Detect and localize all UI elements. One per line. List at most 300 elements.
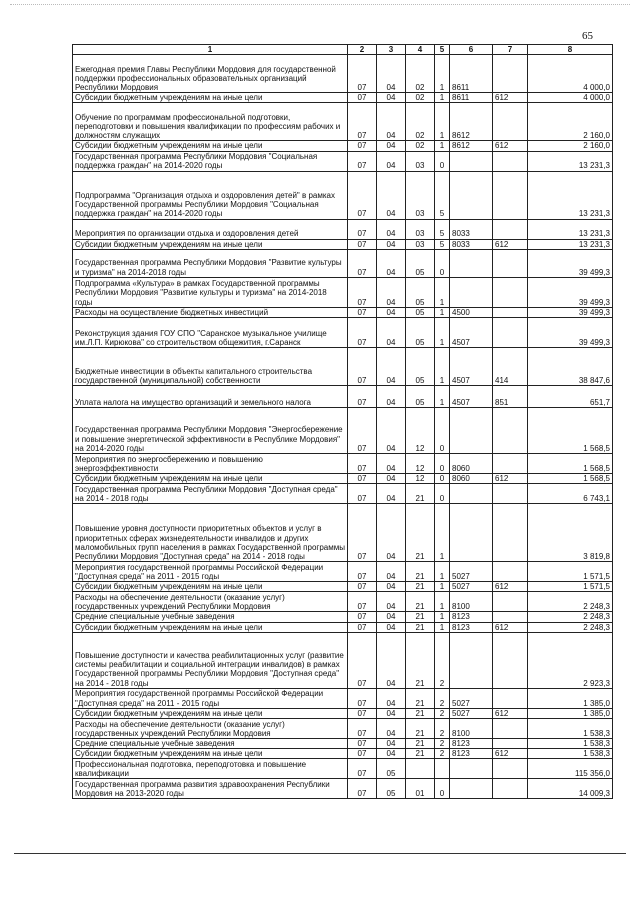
- row-target-code: 8612: [450, 103, 493, 141]
- row-section: 07: [348, 474, 377, 484]
- row-subprogram: 1: [435, 562, 450, 582]
- row-name: Субсидии бюджетным учреждениям на иные цели: [73, 708, 348, 718]
- row-subprogram: [435, 759, 450, 779]
- row-name: Мероприятия по организации отдыха и оздоровления детей: [73, 219, 348, 239]
- table-row: [73, 504, 613, 562]
- row-expense-type: [493, 592, 528, 612]
- row-subsection: 04: [377, 103, 406, 141]
- row-program: 21: [406, 719, 435, 739]
- table-row: [73, 239, 613, 249]
- table-row: [73, 484, 613, 504]
- row-section: 07: [348, 592, 377, 612]
- row-subprogram: 1: [435, 612, 450, 622]
- table-row: [73, 277, 613, 307]
- row-program: 21: [406, 592, 435, 612]
- table-row: [73, 749, 613, 759]
- row-subsection: 04: [377, 408, 406, 454]
- row-subsection: 05: [377, 779, 406, 799]
- row-subprogram: 0: [435, 454, 450, 474]
- row-section: 07: [348, 408, 377, 454]
- row-name: Расходы на осуществление бюджетных инвестиций: [73, 307, 348, 317]
- row-target-code: 8612: [450, 141, 493, 151]
- row-name: Субсидии бюджетным учреждениям на иные цели: [73, 622, 348, 632]
- row-program: 21: [406, 632, 435, 688]
- row-expense-type: 612: [493, 93, 528, 103]
- header-col-6: 6: [450, 45, 493, 55]
- row-subsection: 04: [377, 504, 406, 562]
- row-name: Субсидии бюджетным учреждениям на иные цели: [73, 582, 348, 592]
- row-subsection: 04: [377, 484, 406, 504]
- row-section: 07: [348, 708, 377, 718]
- row-expense-type: [493, 504, 528, 562]
- row-expense-type: [493, 739, 528, 749]
- table-row: [73, 708, 613, 718]
- row-amount: 13 231,3: [528, 171, 613, 219]
- scan-edge-marks: [10, 4, 630, 11]
- row-subprogram: 2: [435, 708, 450, 718]
- row-expense-type: [493, 171, 528, 219]
- row-name: Субсидии бюджетным учреждениям на иные цели: [73, 474, 348, 484]
- row-section: 07: [348, 719, 377, 739]
- row-section: 07: [348, 277, 377, 307]
- table-row: [73, 612, 613, 622]
- row-amount: 4 000,0: [528, 93, 613, 103]
- table-body: [73, 55, 613, 799]
- row-target-code: 8611: [450, 55, 493, 93]
- row-section: 07: [348, 219, 377, 239]
- row-section: 07: [348, 688, 377, 708]
- row-subsection: 04: [377, 688, 406, 708]
- row-program: 12: [406, 408, 435, 454]
- row-section: 07: [348, 622, 377, 632]
- row-section: 07: [348, 103, 377, 141]
- row-expense-type: 612: [493, 708, 528, 718]
- row-subsection: 04: [377, 348, 406, 386]
- row-section: 07: [348, 739, 377, 749]
- row-amount: 13 231,3: [528, 219, 613, 239]
- row-subprogram: 1: [435, 592, 450, 612]
- row-subsection: 04: [377, 277, 406, 307]
- row-target-code: [450, 484, 493, 504]
- row-expense-type: [493, 454, 528, 474]
- header-col-1: 1: [73, 45, 348, 55]
- row-expense-type: [493, 779, 528, 799]
- table-row: [73, 249, 613, 277]
- row-subsection: 04: [377, 632, 406, 688]
- header-col-7: 7: [493, 45, 528, 55]
- row-name: Государственная программа Республики Мордовия "Энергосбережение и повышение энергетической эффективности в Республике Мордовия" на 2014-2020 годы: [73, 408, 348, 454]
- row-program: 01: [406, 779, 435, 799]
- row-program: 03: [406, 171, 435, 219]
- row-section: 07: [348, 612, 377, 622]
- row-name: Уплата налога на имущество организаций и земельного налога: [73, 386, 348, 408]
- row-name: Субсидии бюджетным учреждениям на иные цели: [73, 141, 348, 151]
- row-subprogram: 2: [435, 749, 450, 759]
- row-name: Мероприятия государственной программы Российской Федерации "Доступная среда" на 2011 - 2015 годы: [73, 688, 348, 708]
- row-program: 05: [406, 348, 435, 386]
- row-target-code: 4507: [450, 348, 493, 386]
- row-subprogram: 5: [435, 171, 450, 219]
- row-amount: 651,7: [528, 386, 613, 408]
- row-subprogram: 2: [435, 688, 450, 708]
- row-subprogram: 0: [435, 474, 450, 484]
- row-expense-type: [493, 55, 528, 93]
- row-name: Бюджетные инвестиции в объекты капитального строительства государственной (муниципальной) собственности: [73, 348, 348, 386]
- row-section: 07: [348, 749, 377, 759]
- row-subprogram: 1: [435, 622, 450, 632]
- header-col-5: 5: [435, 45, 450, 55]
- row-name: Повышение уровня доступности приоритетных объектов и услуг в приоритетных сферах жизнедеятельности инвалидов и других маломобильных групп населения в рамках Государственной программы Республики Мордовия "Доступная среда" на 2014 - 2018 годы: [73, 504, 348, 562]
- table-row: [73, 632, 613, 688]
- row-program: 05: [406, 249, 435, 277]
- row-name: Мероприятия государственной программы Российской Федерации "Доступная среда" на 2011 - 2015 годы: [73, 562, 348, 582]
- row-expense-type: [493, 632, 528, 688]
- row-target-code: 5027: [450, 708, 493, 718]
- table-row: [73, 408, 613, 454]
- row-name: Субсидии бюджетным учреждениям на иные цели: [73, 749, 348, 759]
- row-program: 02: [406, 141, 435, 151]
- row-subprogram: 1: [435, 141, 450, 151]
- row-target-code: 5027: [450, 562, 493, 582]
- row-program: 02: [406, 55, 435, 93]
- row-name: Подпрограмма «Культура» в рамках Государственной программы Республики Мордовия "Развитие культуры и туризма" на 2014-2018 годы: [73, 277, 348, 307]
- row-amount: 39 499,3: [528, 277, 613, 307]
- row-program: 21: [406, 749, 435, 759]
- table-row: [73, 592, 613, 612]
- row-expense-type: 612: [493, 749, 528, 759]
- row-expense-type: 612: [493, 582, 528, 592]
- row-subprogram: 0: [435, 484, 450, 504]
- row-target-code: 8100: [450, 719, 493, 739]
- row-amount: 1 568,5: [528, 454, 613, 474]
- page-number: 65: [582, 30, 593, 42]
- row-amount: 1 538,3: [528, 739, 613, 749]
- row-subsection: 04: [377, 249, 406, 277]
- row-section: 07: [348, 141, 377, 151]
- row-target-code: 8033: [450, 219, 493, 239]
- row-amount: 6 743,1: [528, 484, 613, 504]
- row-amount: 2 160,0: [528, 141, 613, 151]
- row-name: Субсидии бюджетным учреждениям на иные цели: [73, 93, 348, 103]
- row-target-code: 8123: [450, 622, 493, 632]
- table-row: [73, 151, 613, 171]
- row-program: 03: [406, 239, 435, 249]
- row-section: 07: [348, 454, 377, 474]
- row-name: Государственная программа Республики Мордовия "Доступная среда" на 2014 - 2018 годы: [73, 484, 348, 504]
- row-subsection: 04: [377, 749, 406, 759]
- row-expense-type: 612: [493, 141, 528, 151]
- row-subprogram: 1: [435, 504, 450, 562]
- row-target-code: [450, 632, 493, 688]
- row-program: 05: [406, 318, 435, 348]
- table-row: [73, 688, 613, 708]
- row-amount: 39 499,3: [528, 249, 613, 277]
- row-section: 07: [348, 759, 377, 779]
- budget-table: [72, 44, 613, 799]
- row-name: Реконструкция здания ГОУ СПО "Саранское музыкальное училище им.Л.П. Кирюкова" со строительством общежития, г.Саранск: [73, 318, 348, 348]
- row-program: 02: [406, 103, 435, 141]
- row-target-code: 5027: [450, 582, 493, 592]
- row-subprogram: 0: [435, 779, 450, 799]
- row-section: 07: [348, 504, 377, 562]
- row-expense-type: [493, 249, 528, 277]
- header-col-4: 4: [406, 45, 435, 55]
- header-col-8: 8: [528, 45, 613, 55]
- row-subsection: 05: [377, 759, 406, 779]
- row-target-code: [450, 171, 493, 219]
- row-subprogram: 2: [435, 632, 450, 688]
- row-subsection: 04: [377, 318, 406, 348]
- row-subprogram: 1: [435, 277, 450, 307]
- row-program: 21: [406, 688, 435, 708]
- table-row: [73, 348, 613, 386]
- row-program: 21: [406, 739, 435, 749]
- row-program: 21: [406, 504, 435, 562]
- row-subsection: 04: [377, 562, 406, 582]
- row-amount: 1 568,5: [528, 408, 613, 454]
- row-amount: 1 385,0: [528, 688, 613, 708]
- row-name: Государственная программа развития здравоохранения Республики Мордовия на 2013-2020 годы: [73, 779, 348, 799]
- table-row: [73, 454, 613, 474]
- table-row: [73, 739, 613, 749]
- row-subsection: 04: [377, 592, 406, 612]
- row-subprogram: 1: [435, 348, 450, 386]
- row-target-code: 4500: [450, 307, 493, 317]
- row-expense-type: [493, 151, 528, 171]
- row-name: Мероприятия по энергосбережению и повышению энергоэффективности: [73, 454, 348, 474]
- row-amount: 1 571,5: [528, 582, 613, 592]
- row-section: 07: [348, 151, 377, 171]
- row-expense-type: 414: [493, 348, 528, 386]
- row-subsection: 04: [377, 93, 406, 103]
- row-amount: 4 000,0: [528, 55, 613, 93]
- row-target-code: 4507: [450, 386, 493, 408]
- row-name: Подпрограмма "Организация отдыха и оздоровления детей" в рамках Государственной программы Республики Мордовия "Социальная поддержка граждан" на 2014-2020 годы: [73, 171, 348, 219]
- row-program: [406, 759, 435, 779]
- row-target-code: 8123: [450, 749, 493, 759]
- table-row: [73, 582, 613, 592]
- row-target-code: 8033: [450, 239, 493, 249]
- row-target-code: 8123: [450, 612, 493, 622]
- row-expense-type: [493, 219, 528, 239]
- row-section: 07: [348, 562, 377, 582]
- table-row: [73, 307, 613, 317]
- row-subprogram: 2: [435, 719, 450, 739]
- row-target-code: 8611: [450, 93, 493, 103]
- row-name: Ежегодная премия Главы Республики Мордовия для государственной поддержки профессиональных образовательных организаций Республики Мордовия: [73, 55, 348, 93]
- row-section: 07: [348, 249, 377, 277]
- row-amount: 13 231,3: [528, 151, 613, 171]
- row-program: 21: [406, 708, 435, 718]
- row-section: 07: [348, 239, 377, 249]
- row-target-code: [450, 759, 493, 779]
- row-expense-type: [493, 612, 528, 622]
- table-row: [73, 719, 613, 739]
- row-amount: 14 009,3: [528, 779, 613, 799]
- row-amount: 1 571,5: [528, 562, 613, 582]
- row-expense-type: [493, 688, 528, 708]
- row-expense-type: [493, 562, 528, 582]
- row-name: Субсидии бюджетным учреждениям на иные цели: [73, 239, 348, 249]
- row-amount: 39 499,3: [528, 318, 613, 348]
- row-subprogram: 1: [435, 93, 450, 103]
- row-program: 05: [406, 277, 435, 307]
- row-expense-type: 612: [493, 474, 528, 484]
- row-target-code: [450, 151, 493, 171]
- row-section: 07: [348, 318, 377, 348]
- row-expense-type: 612: [493, 239, 528, 249]
- row-section: 07: [348, 582, 377, 592]
- row-subsection: 04: [377, 141, 406, 151]
- row-program: 21: [406, 484, 435, 504]
- row-section: 07: [348, 779, 377, 799]
- row-amount: 2 923,3: [528, 632, 613, 688]
- row-expense-type: [493, 484, 528, 504]
- row-subsection: 04: [377, 622, 406, 632]
- row-subprogram: 1: [435, 582, 450, 592]
- table-row: [73, 318, 613, 348]
- row-target-code: 8100: [450, 592, 493, 612]
- row-subprogram: 5: [435, 219, 450, 239]
- row-section: 07: [348, 55, 377, 93]
- row-subsection: 04: [377, 719, 406, 739]
- row-target-code: 8060: [450, 474, 493, 484]
- row-subsection: 04: [377, 307, 406, 317]
- row-section: 07: [348, 348, 377, 386]
- row-amount: 2 248,3: [528, 612, 613, 622]
- row-subsection: 04: [377, 151, 406, 171]
- row-section: 07: [348, 484, 377, 504]
- table-row: [73, 474, 613, 484]
- row-program: 21: [406, 622, 435, 632]
- row-program: 02: [406, 93, 435, 103]
- table-row: [73, 562, 613, 582]
- row-amount: 3 819,8: [528, 504, 613, 562]
- row-target-code: 8123: [450, 739, 493, 749]
- table-row: [73, 93, 613, 103]
- row-name: Профессиональная подготовка, переподготовка и повышение квалификации: [73, 759, 348, 779]
- row-name: Расходы на обеспечение деятельности (оказание услуг) государственных учреждений Республики Мордовия: [73, 719, 348, 739]
- row-subsection: 04: [377, 55, 406, 93]
- row-program: 03: [406, 151, 435, 171]
- row-subprogram: 0: [435, 151, 450, 171]
- header-col-3: 3: [377, 45, 406, 55]
- table-row: [73, 219, 613, 239]
- row-subsection: 04: [377, 474, 406, 484]
- row-amount: 13 231,3: [528, 239, 613, 249]
- row-section: 07: [348, 171, 377, 219]
- row-subsection: 04: [377, 739, 406, 749]
- row-amount: 2 248,3: [528, 622, 613, 632]
- table-row: [73, 55, 613, 93]
- row-name: Расходы на обеспечение деятельности (оказание услуг) государственных учреждений Республики Мордовия: [73, 592, 348, 612]
- table-row: [73, 171, 613, 219]
- row-program: 21: [406, 582, 435, 592]
- row-subprogram: 1: [435, 55, 450, 93]
- header-col-2: 2: [348, 45, 377, 55]
- table-row: [73, 103, 613, 141]
- row-subprogram: 1: [435, 103, 450, 141]
- row-target-code: [450, 277, 493, 307]
- row-amount: 1 538,3: [528, 719, 613, 739]
- row-subsection: 04: [377, 612, 406, 622]
- row-program: 21: [406, 612, 435, 622]
- row-amount: 1 568,5: [528, 474, 613, 484]
- table-row: [73, 779, 613, 799]
- row-expense-type: [493, 759, 528, 779]
- row-expense-type: [493, 307, 528, 317]
- row-section: 07: [348, 632, 377, 688]
- row-subsection: 04: [377, 454, 406, 474]
- row-target-code: [450, 249, 493, 277]
- row-subsection: 04: [377, 386, 406, 408]
- row-amount: 2 160,0: [528, 103, 613, 141]
- row-program: 05: [406, 386, 435, 408]
- row-subprogram: 2: [435, 739, 450, 749]
- row-section: 07: [348, 93, 377, 103]
- row-amount: 2 248,3: [528, 592, 613, 612]
- row-amount: 115 356,0: [528, 759, 613, 779]
- bottom-divider: [14, 853, 626, 854]
- row-subsection: 04: [377, 582, 406, 592]
- row-subsection: 04: [377, 219, 406, 239]
- row-subprogram: 1: [435, 386, 450, 408]
- row-program: 05: [406, 307, 435, 317]
- row-target-code: [450, 408, 493, 454]
- table-row: [73, 386, 613, 408]
- row-program: 03: [406, 219, 435, 239]
- table-row: [73, 759, 613, 779]
- row-target-code: [450, 779, 493, 799]
- row-section: 07: [348, 307, 377, 317]
- row-expense-type: 851: [493, 386, 528, 408]
- row-expense-type: [493, 277, 528, 307]
- row-program: 21: [406, 562, 435, 582]
- table-row: [73, 622, 613, 632]
- row-subsection: 04: [377, 171, 406, 219]
- table-row: [73, 141, 613, 151]
- row-amount: 1 385,0: [528, 708, 613, 718]
- row-target-code: 5027: [450, 688, 493, 708]
- row-program: 12: [406, 454, 435, 474]
- row-subsection: 04: [377, 708, 406, 718]
- row-name: Государственная программа Республики Мордовия "Социальная поддержка граждан" на 2014-2020 годы: [73, 151, 348, 171]
- row-name: Средние специальные учебные заведения: [73, 612, 348, 622]
- row-expense-type: [493, 408, 528, 454]
- row-amount: 38 847,6: [528, 348, 613, 386]
- row-subprogram: 1: [435, 318, 450, 348]
- row-amount: 1 538,3: [528, 749, 613, 759]
- row-amount: 39 499,3: [528, 307, 613, 317]
- row-subprogram: 1: [435, 307, 450, 317]
- row-expense-type: [493, 103, 528, 141]
- row-expense-type: [493, 318, 528, 348]
- row-subsection: 04: [377, 239, 406, 249]
- row-program: 12: [406, 474, 435, 484]
- row-target-code: [450, 504, 493, 562]
- row-target-code: 4507: [450, 318, 493, 348]
- row-name: Государственная программа Республики Мордовия "Развитие культуры и туризма" на 2014-2018 годы: [73, 249, 348, 277]
- row-subprogram: 5: [435, 239, 450, 249]
- row-name: Средние специальные учебные заведения: [73, 739, 348, 749]
- row-target-code: 8060: [450, 454, 493, 474]
- row-name: Повышение доступности и качества реабилитационных услуг (развитие системы реабилитации и социальной интеграции инвалидов) в рамках Государственной программы Республики Мордовия "Доступная среда" на 2014 - 2018 годы: [73, 632, 348, 688]
- row-name: Обучение по программам профессиональной подготовки, переподготовки и повышения квалификации по профессиям рабочих и должностям служащих: [73, 103, 348, 141]
- row-section: 07: [348, 386, 377, 408]
- row-subprogram: 0: [435, 249, 450, 277]
- table-header-row: [73, 45, 613, 55]
- row-expense-type: [493, 719, 528, 739]
